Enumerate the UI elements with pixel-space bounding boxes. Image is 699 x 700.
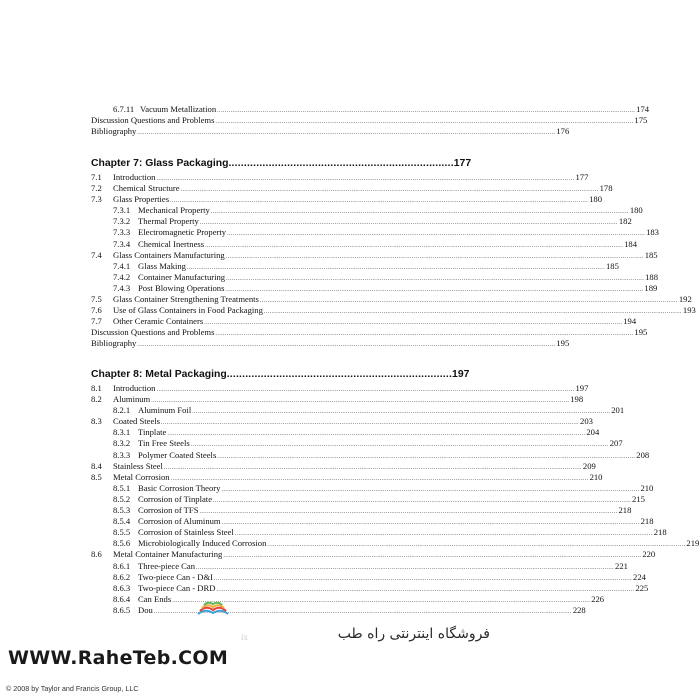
leader-dots: ............................................................................................................................................................................................................................ (216, 586, 635, 593)
toc-entry-page: 180 (629, 205, 643, 216)
toc-entry-number: 7.3 (91, 194, 102, 205)
toc-entry[interactable] (91, 593, 605, 605)
toc-entry-page: 210 (640, 482, 654, 493)
toc-entry-number: 8.6.4 (113, 593, 131, 604)
toc-entry-page: 204 (586, 427, 600, 438)
toc-entry[interactable] (91, 205, 643, 216)
toc-entry[interactable] (91, 383, 589, 394)
toc-entry-number: 7.6 (91, 305, 102, 316)
toc-entry[interactable] (91, 394, 584, 405)
toc-entry[interactable] (91, 183, 613, 194)
toc-entry-title: Corrosion of Aluminum (138, 516, 221, 527)
toc-entry-page: 178 (599, 183, 613, 194)
leader-dots: ............................................................................................................................................................................................................................ (234, 531, 653, 538)
leader-dots: ............................................................................................................................................................................................................................ (163, 464, 582, 471)
toc-entry-page: 185 (605, 260, 619, 271)
toc-entry-title: Bibliography (91, 338, 137, 349)
toc-entry-title: Two-piece Can - D&I (138, 571, 214, 582)
toc-entry-number: 8.5.6 (113, 538, 131, 549)
toc-entry-title: Three-piece Can (138, 560, 196, 571)
toc-entry-title: Corrosion of Tinplate (138, 493, 213, 504)
toc-entry-page: 201 (611, 405, 625, 416)
toc-entry-number: 7.4.1 (113, 260, 131, 271)
toc-entry-page: 197 (575, 383, 589, 393)
toc-entry-title: Chemical Inertness (138, 238, 205, 249)
toc-entry-title: Electromagnetic Property (138, 227, 227, 238)
toc-entry-number: 8.3.1 (113, 427, 131, 438)
chapter-8-entries (91, 383, 699, 616)
toc-entry-page: 218 (640, 516, 654, 527)
toc-top-entries (91, 104, 650, 137)
leader-dots: ............................................................................................................................................................................................................................ (225, 286, 644, 293)
toc-entry-page: 194 (623, 316, 637, 327)
leader-dots: ............................................................................................................................................................................................................................ (205, 242, 624, 249)
toc-entry-title: Glass Making (138, 260, 186, 271)
toc-entry[interactable] (91, 316, 637, 327)
toc-entry-title: Container Manufacturing (138, 271, 226, 282)
toc-entry-title: Other Ceramic Containers (113, 316, 204, 327)
toc-entry-number: 7.3.4 (113, 238, 131, 249)
leader-dots: ............................................................................................................................................................................................................................ (221, 486, 640, 493)
leader-dots: ............................................................................................................................................................................................................................ (217, 108, 636, 114)
toc-entry[interactable] (91, 571, 646, 583)
toc-entry-title: Corrosion of Stainless Steel (138, 527, 234, 538)
toc-entry-page: 189 (644, 282, 658, 293)
toc-entry-title: Chemical Structure (113, 183, 180, 194)
toc-entry[interactable] (91, 194, 602, 205)
toc-entry-title: Post Blowing Operations (138, 282, 225, 293)
chapter-8-page: 197 (452, 369, 470, 380)
toc-entry-title: Tinplate (138, 427, 167, 438)
toc-entry-number: 8.6.2 (113, 571, 131, 582)
leader-dots: ............................................................................................................................................................................................................................ (199, 509, 618, 516)
toc-entry[interactable] (91, 416, 593, 427)
leader-dots: ............................................................................................................................................................................................................................ (156, 176, 575, 182)
toc-entry[interactable] (91, 527, 667, 538)
toc-entry-number: 7.4.2 (113, 271, 131, 282)
chapter-7-page: 177 (453, 158, 472, 169)
toc-entry[interactable] (91, 460, 596, 472)
leader-dots: ............................................................................................................................................................................................................................ (137, 342, 556, 349)
leader-dots: ............................................................................................................................................................................................................................ (226, 275, 645, 282)
toc-entry[interactable] (91, 126, 570, 137)
toc-entry-title: Dou (138, 604, 153, 615)
toc-entry-page: 215 (632, 493, 645, 504)
toc-entry-number: 8.5 (91, 471, 102, 482)
toc-entry-title: Corrosion of TFS (138, 505, 199, 516)
toc-entry-page: 174 (636, 104, 650, 114)
toc-entry-page: 182 (618, 216, 632, 227)
leader-dots: ............................................................................................................................................................................................................................ (204, 320, 623, 327)
watermark-persian-text: فروشگاه اینترنتی راه طب (240, 626, 490, 642)
toc-entry-title: Thermal Property (138, 216, 199, 227)
toc-entry-title: Two-piece Can - DRD (138, 582, 216, 593)
toc-entry-number: 7.3.1 (113, 205, 131, 216)
toc-entry-number: 8.2 (91, 394, 102, 405)
toc-entry-page: 175 (634, 115, 648, 126)
toc-entry-number: 8.6.3 (113, 582, 131, 593)
toc-entry-title: Introduction (113, 172, 156, 182)
toc-entry-number: 7.4.3 (113, 282, 131, 293)
toc-entry-title: Polymer Coated Steels (138, 449, 217, 460)
leader-dots: ............................................................................................................................................................................................................................ (190, 442, 609, 449)
toc-entry-number: 8.6 (91, 549, 102, 560)
toc-entry-title: Metal Container Manufacturing (113, 549, 223, 560)
toc-entry-page: 208 (636, 449, 650, 460)
toc-entry-title: Introduction (113, 383, 156, 393)
toc-entry-page: 183 (646, 227, 659, 238)
leader-dots: ............................................................................................................................................................................................................................ (225, 253, 644, 260)
toc-entry[interactable] (91, 582, 649, 594)
toc-entry-page: 203 (580, 416, 593, 427)
toc-entry-page: 228 (572, 604, 586, 615)
toc-entry-page: 176 (556, 126, 570, 137)
leader-dots: ............................................................................................................................................................................................................................ (180, 187, 599, 194)
toc-entry-number: 8.5.1 (113, 482, 131, 493)
toc-entry-title: Can Ends (138, 593, 172, 604)
toc-entry[interactable] (91, 449, 650, 461)
leader-dots: ............................................................................................................................................................................................................................ (153, 608, 572, 615)
toc-entry[interactable] (91, 471, 603, 483)
toc-entry-title: Discussion Questions and Problems (91, 327, 215, 338)
toc-entry-page: 185 (644, 249, 658, 260)
toc-entry-title: Use of Glass Containers in Food Packaging (113, 305, 263, 316)
toc-entry-number: 7.1 (91, 172, 102, 182)
leader-dots: ............................................................................................................................................................................................................................ (156, 387, 575, 393)
chapter-7-section (91, 156, 696, 350)
chapter-7-title: Chapter 7: Glass Packaging (91, 158, 229, 169)
toc-entry-number: 8.1 (91, 383, 102, 393)
watermark-url[interactable]: WWW.RaheTeb.COM (8, 647, 229, 669)
leader-dots: ............................................................................................................................................................................................................................ (214, 575, 633, 582)
toc-entry[interactable] (91, 560, 628, 572)
toc-entry-page: 195 (634, 327, 648, 338)
leader-dots: ............................................................................................................................................................................................................................ (263, 309, 682, 316)
toc-entry-title: Glass Properties (113, 194, 170, 205)
toc-entry-title: Aluminum Foil (138, 405, 192, 416)
toc-entry-title: Glass Containers Manufacturing (113, 249, 225, 260)
toc-entry[interactable] (91, 260, 619, 272)
toc-entry-number: 7.4 (91, 249, 102, 260)
toc-entry-title: Aluminum (113, 394, 151, 405)
toc-entry-page: 218 (653, 527, 667, 538)
copyright-notice: © 2008 by Taylor and Francis Group, LLC (6, 684, 139, 693)
watermark-book-icon (196, 598, 230, 618)
toc-entry[interactable] (91, 438, 623, 449)
toc-entry-number: 8.3.2 (113, 438, 131, 449)
toc-entry-page: 225 (635, 582, 649, 593)
toc-entry[interactable] (91, 216, 632, 227)
leader-dots: ............................................................................................................................................................................................................................ (137, 130, 556, 137)
leader-dots: ............................................................................................................................................................................................................................ (213, 497, 632, 504)
toc-entry-number: 7.3.3 (113, 227, 131, 238)
toc-entry[interactable] (91, 294, 692, 305)
toc-entry-page: 219 (686, 538, 699, 549)
chapter-8-title: Chapter 8: Metal Packaging (91, 369, 227, 380)
toc-entry-number: 7.3.2 (113, 216, 131, 227)
leader-dots: ............................................................................................................................................................................................................................ (170, 475, 589, 482)
toc-entry[interactable] (91, 427, 600, 438)
toc-entry[interactable] (91, 405, 625, 416)
toc-entry-page: 209 (582, 460, 596, 471)
toc-entry-number: 8.2.1 (113, 405, 131, 416)
toc-entry-number: 8.5.4 (113, 516, 131, 527)
toc-entry-number: 7.2 (91, 183, 102, 194)
toc-entry[interactable] (91, 227, 659, 238)
toc-entry[interactable] (91, 327, 648, 338)
toc-entry[interactable] (91, 249, 658, 261)
toc-entry-number: 8.6.5 (113, 604, 131, 615)
leader-dots: ............................................................................................................................................................................................................................ (217, 453, 636, 460)
toc-entry[interactable] (91, 604, 586, 616)
leader-dots: ............................................................................................................................................................................................................................ (167, 431, 586, 438)
leader-dots: ............................................................................................................................................................................................................................ (221, 520, 640, 527)
leader-dots: ............................................................................................................................................................................................................................ (196, 564, 615, 571)
toc-entry[interactable] (91, 271, 658, 283)
toc-entry-number: 8.4 (91, 460, 102, 471)
toc-entry-page: 177 (575, 172, 589, 182)
toc-entry[interactable] (91, 172, 589, 183)
leader-dots: ............................................................................................................................................................................................................................ (267, 542, 686, 549)
toc-entry[interactable] (91, 549, 656, 560)
toc-entry[interactable] (91, 482, 654, 494)
leader-dots: ............................................................................................................................................................................................................................ (227, 231, 646, 238)
toc-entry-number: 8.5.2 (113, 493, 131, 504)
leader-dots: ............................................................................................................................................................................................................................ (210, 209, 629, 216)
toc-entry-title: Microbiologically Induced Corrosion (138, 538, 267, 549)
leader-dots: ............................................................................................................................................................................................................................ (161, 420, 580, 427)
toc-entry-title: Discussion Questions and Problems (91, 115, 215, 126)
toc-entry-title: Tin Free Steels (138, 438, 190, 449)
leader-dots: ............................................................................................................................................................................................................................ (223, 553, 642, 560)
leader-dots: ............................................................................................................................................................................................................................ (186, 264, 605, 271)
chapter-7-entries (91, 172, 696, 350)
toc-entry-title: Mechanical Property (138, 205, 210, 216)
toc-entry[interactable] (91, 493, 645, 505)
toc-entry-number: 7.7 (91, 316, 102, 327)
chapter-8-heading[interactable] (91, 367, 470, 383)
leader-dots: ............................................................................................................................................................................................................................ (259, 298, 678, 305)
toc-entry-page: 207 (609, 438, 623, 449)
toc-entry-number: 8.6.1 (113, 560, 131, 571)
toc-entry-page: 198 (570, 394, 584, 405)
toc-entry-page: 192 (678, 294, 692, 305)
toc-entry-number: 8.3 (91, 416, 102, 427)
chapter-8-section (91, 367, 699, 616)
leader-dots: ............................................................................................................................................................................................................................ (192, 409, 611, 416)
toc-entry-page: 218 (618, 505, 632, 516)
toc-entry[interactable] (91, 282, 658, 294)
toc-entry-title: Metal Corrosion (113, 471, 170, 482)
toc-entry[interactable] (91, 115, 648, 126)
toc-entry-page: 210 (589, 471, 603, 482)
toc-entry-title: Stainless Steel (113, 460, 163, 471)
toc-entry-title: Glass Container Strengthening Treatments (113, 294, 259, 305)
toc-entry[interactable] (91, 104, 650, 115)
leader-dots: ............................................................................................................................................................................................................................ (199, 220, 618, 227)
toc-entry-number: 8.5.3 (113, 505, 131, 516)
leader-dots: ............................................................................................................................................................................................................................ (215, 119, 634, 126)
toc-entry-number: 6.7.11 (113, 104, 135, 114)
leader-dots: ......................................................................... (226, 369, 453, 380)
chapter-7-heading[interactable] (91, 156, 472, 172)
toc-entry-page: 220 (642, 549, 656, 560)
toc-entry-title: Bibliography (91, 126, 137, 137)
leader-dots: ......................................................................... (228, 158, 454, 169)
toc-entry-page: 180 (589, 194, 602, 205)
leader-dots: ............................................................................................................................................................................................................................ (215, 331, 634, 338)
leader-dots: ............................................................................................................................................................................................................................ (151, 398, 570, 405)
toc-entry[interactable] (91, 538, 699, 549)
toc-entry-page: 188 (645, 271, 658, 282)
toc-entry-page: 193 (682, 305, 696, 316)
toc-entry[interactable] (91, 338, 570, 349)
toc-entry-title: Basic Corrosion Theory (138, 482, 221, 493)
leader-dots: ............................................................................................................................................................................................................................ (172, 597, 591, 604)
toc-entry-page: 224 (633, 571, 646, 582)
toc-entry-number: 8.5.5 (113, 527, 131, 538)
toc-entry-page: 184 (624, 238, 637, 249)
toc-entry[interactable] (91, 505, 632, 516)
leader-dots: ............................................................................................................................................................................................................................ (170, 198, 589, 205)
toc-entry-page: 226 (591, 593, 605, 604)
toc-entry[interactable] (91, 305, 696, 316)
toc-entry-number: 8.3.3 (113, 449, 131, 460)
toc-entry-page: 221 (615, 560, 628, 571)
toc-entry[interactable] (91, 238, 637, 250)
toc-entry-page: 195 (556, 338, 570, 349)
toc-entry-title: Vacuum Metallization (140, 104, 217, 114)
toc-entry-number: 7.5 (91, 294, 102, 305)
toc-entry-title: Coated Steels (113, 416, 161, 427)
toc-entry[interactable] (91, 516, 654, 527)
